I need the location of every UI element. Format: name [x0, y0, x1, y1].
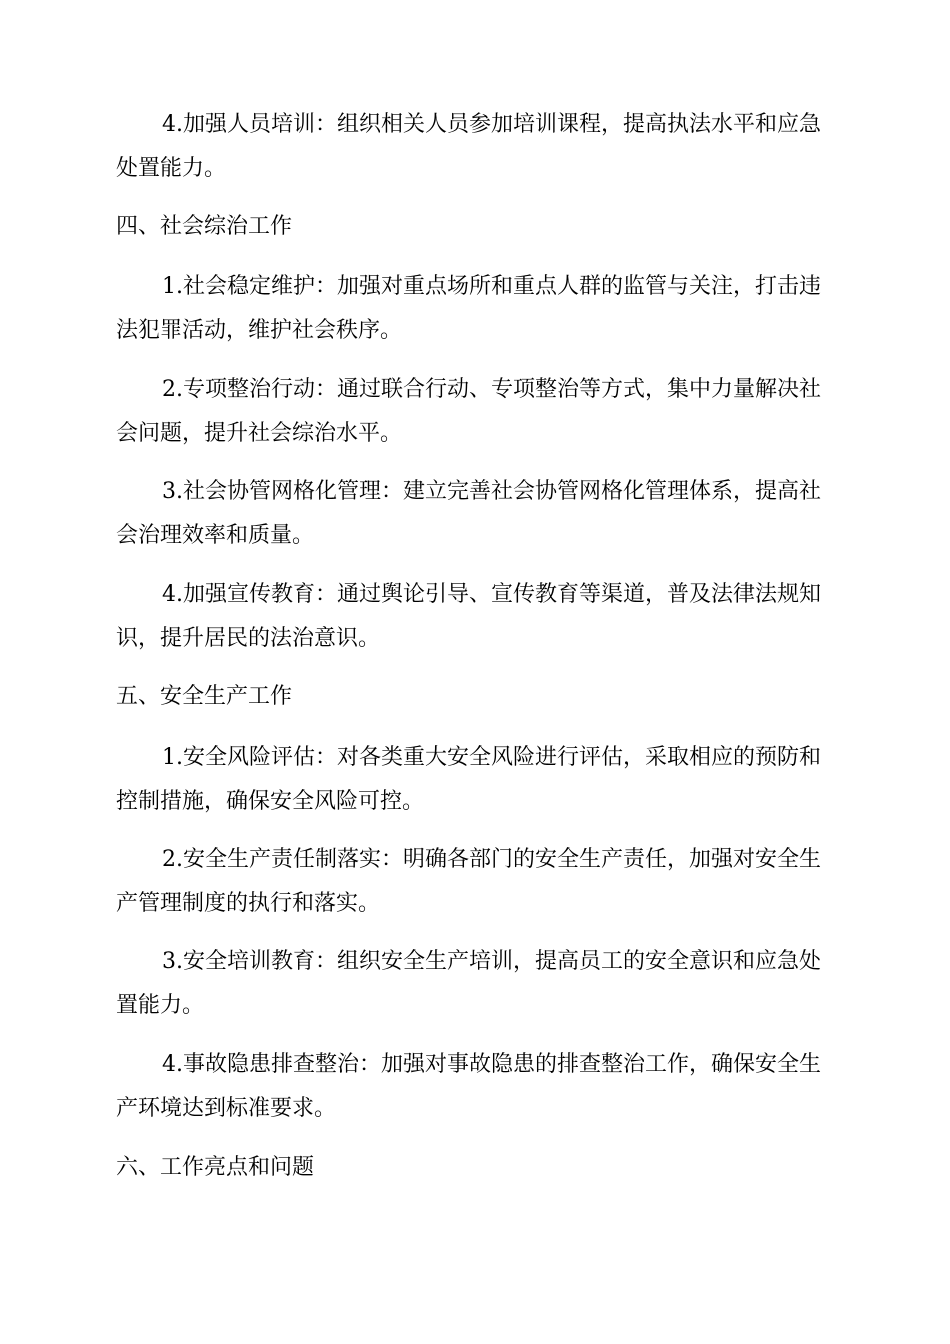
paragraph-text: 1.安全风险评估：对各类重大安全风险进行评估，采取相应的预防和控制措施，确保安全风险可控。 — [116, 745, 821, 814]
section-heading-safety-production — [116, 675, 832, 719]
paragraph-grid-management — [116, 470, 832, 558]
paragraph-special-rectification — [116, 368, 832, 456]
paragraph-publicity-education — [116, 573, 832, 661]
paragraph-safety-training — [116, 940, 832, 1028]
paragraph-text: 4.事故隐患排查整治：加强对事故隐患的排查整治工作，确保安全生产环境达到标准要求。 — [116, 1052, 821, 1121]
heading-text: 六、工作亮点和问题 — [116, 1155, 315, 1180]
paragraph-responsibility — [116, 838, 832, 926]
paragraph-text: 4.加强人员培训：组织相关人员参加培训课程，提高执法水平和应急处置能力。 — [116, 112, 821, 181]
paragraph-training — [116, 103, 832, 191]
heading-text: 四、社会综治工作 — [116, 214, 293, 239]
paragraph-text: 2.安全生产责任制落实：明确各部门的安全生产责任，加强对安全生产管理制度的执行和落实。 — [116, 847, 821, 916]
paragraph-text: 4.加强宣传教育：通过舆论引导、宣传教育等渠道，普及法律法规知识，提升居民的法治意识。 — [116, 582, 821, 651]
paragraph-text: 3.社会协管网格化管理：建立完善社会协管网格化管理体系，提高社会治理效率和质量。 — [116, 479, 821, 548]
section-heading-highlights-problems — [116, 1146, 832, 1190]
paragraph-risk-assessment — [116, 736, 832, 824]
paragraph-text: 2.专项整治行动：通过联合行动、专项整治等方式，集中力量解决社会问题，提升社会综治水平。 — [116, 377, 821, 446]
paragraph-text: 1.社会稳定维护：加强对重点场所和重点人群的监管与关注，打击违法犯罪活动，维护社会秩序。 — [116, 274, 821, 343]
paragraph-social-stability — [116, 265, 832, 353]
heading-text: 五、安全生产工作 — [116, 684, 293, 709]
paragraph-text: 3.安全培训教育：组织安全生产培训，提高员工的安全意识和应急处置能力。 — [116, 949, 821, 1018]
section-heading-social-governance — [116, 205, 832, 249]
paragraph-hazard-inspection — [116, 1043, 832, 1131]
